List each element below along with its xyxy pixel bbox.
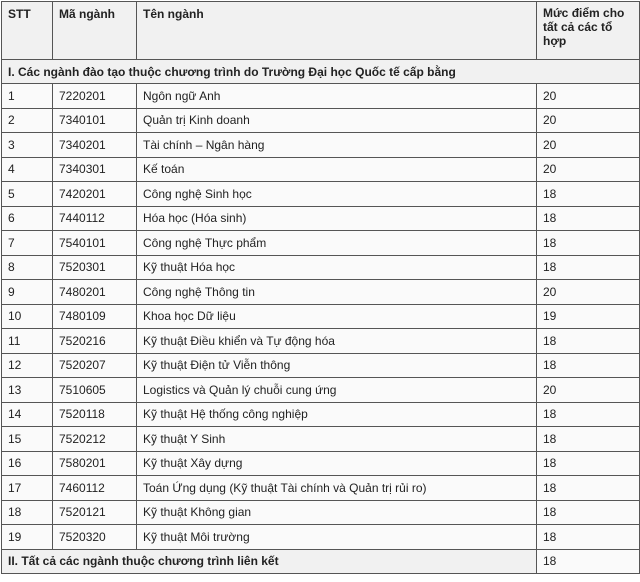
row-code: 7520212 bbox=[53, 427, 137, 452]
row-stt: 14 bbox=[2, 402, 53, 427]
row-name: Kỹ thuật Điện tử Viễn thông bbox=[137, 353, 537, 378]
row-stt: 4 bbox=[2, 157, 53, 182]
row-code: 7580201 bbox=[53, 451, 137, 476]
admission-score-table bbox=[1, 1, 640, 574]
row-name: Công nghệ Thông tin bbox=[137, 280, 537, 305]
row-stt: 10 bbox=[2, 304, 53, 329]
row-name: Khoa học Dữ liệu bbox=[137, 304, 537, 329]
row-score: 18 bbox=[537, 500, 640, 525]
header-score: Mức điểm cho tất cả các tổ hợp bbox=[537, 2, 640, 60]
row-name: Kỹ thuật Điều khiển và Tự động hóa bbox=[137, 329, 537, 354]
row-code: 7340301 bbox=[53, 157, 137, 182]
row-stt: 13 bbox=[2, 378, 53, 403]
row-stt: 12 bbox=[2, 353, 53, 378]
row-code: 7520320 bbox=[53, 525, 137, 550]
row-name: Kỹ thuật Môi trường bbox=[137, 525, 537, 550]
row-name: Tài chính – Ngân hàng bbox=[137, 133, 537, 158]
row-stt: 9 bbox=[2, 280, 53, 305]
row-code: 7340201 bbox=[53, 133, 137, 158]
row-code: 7340101 bbox=[53, 108, 137, 133]
row-stt: 16 bbox=[2, 451, 53, 476]
row-name: Toán Ứng dụng (Kỹ thuật Tài chính và Quản trị rủi ro) bbox=[137, 476, 537, 501]
row-stt: 3 bbox=[2, 133, 53, 158]
section-2-label: II. Tất cả các ngành thuộc chương trình liên kết bbox=[2, 549, 537, 573]
table-row bbox=[2, 525, 640, 550]
table-row bbox=[2, 108, 640, 133]
table-row bbox=[2, 231, 640, 256]
row-code: 7480201 bbox=[53, 280, 137, 305]
row-score: 18 bbox=[537, 451, 640, 476]
row-score: 18 bbox=[537, 329, 640, 354]
row-stt: 7 bbox=[2, 231, 53, 256]
row-name: Hóa học (Hóa sinh) bbox=[137, 206, 537, 231]
row-code: 7520301 bbox=[53, 255, 137, 280]
row-stt: 18 bbox=[2, 500, 53, 525]
row-score: 20 bbox=[537, 280, 640, 305]
row-stt: 1 bbox=[2, 84, 53, 109]
table-header-row bbox=[2, 2, 640, 60]
table-row bbox=[2, 329, 640, 354]
row-name: Kỹ thuật Xây dựng bbox=[137, 451, 537, 476]
row-score: 20 bbox=[537, 133, 640, 158]
row-score: 20 bbox=[537, 157, 640, 182]
row-name: Kỹ thuật Y Sinh bbox=[137, 427, 537, 452]
table-row bbox=[2, 182, 640, 207]
row-code: 7520121 bbox=[53, 500, 137, 525]
section-1-label: I. Các ngành đào tạo thuộc chương trình do Trường Đại học Quốc tế cấp bằng bbox=[2, 60, 640, 84]
row-name: Kế toán bbox=[137, 157, 537, 182]
row-code: 7420201 bbox=[53, 182, 137, 207]
row-code: 7480109 bbox=[53, 304, 137, 329]
row-score: 20 bbox=[537, 108, 640, 133]
row-score: 18 bbox=[537, 255, 640, 280]
row-code: 7520118 bbox=[53, 402, 137, 427]
table-row bbox=[2, 157, 640, 182]
row-stt: 2 bbox=[2, 108, 53, 133]
table-row bbox=[2, 255, 640, 280]
row-score: 18 bbox=[537, 206, 640, 231]
table-row bbox=[2, 84, 640, 109]
row-score: 19 bbox=[537, 304, 640, 329]
row-code: 7520207 bbox=[53, 353, 137, 378]
row-score: 18 bbox=[537, 476, 640, 501]
row-code: 7520216 bbox=[53, 329, 137, 354]
table-row bbox=[2, 353, 640, 378]
row-name: Kỹ thuật Hóa học bbox=[137, 255, 537, 280]
row-name: Logistics và Quản lý chuỗi cung ứng bbox=[137, 378, 537, 403]
table-row bbox=[2, 427, 640, 452]
table-row bbox=[2, 451, 640, 476]
row-name: Ngôn ngữ Anh bbox=[137, 84, 537, 109]
row-score: 18 bbox=[537, 231, 640, 256]
header-name: Tên ngành bbox=[137, 2, 537, 60]
row-code: 7440112 bbox=[53, 206, 137, 231]
row-score: 18 bbox=[537, 427, 640, 452]
row-name: Kỹ thuật Hệ thống công nghiệp bbox=[137, 402, 537, 427]
header-stt: STT bbox=[2, 2, 53, 60]
row-name: Công nghệ Sinh học bbox=[137, 182, 537, 207]
table-row bbox=[2, 402, 640, 427]
table-row bbox=[2, 133, 640, 158]
row-score: 20 bbox=[537, 84, 640, 109]
table-row bbox=[2, 280, 640, 305]
row-stt: 5 bbox=[2, 182, 53, 207]
row-score: 18 bbox=[537, 182, 640, 207]
row-name: Công nghệ Thực phẩm bbox=[137, 231, 537, 256]
row-code: 7510605 bbox=[53, 378, 137, 403]
table-row bbox=[2, 500, 640, 525]
row-name: Quản trị Kinh doanh bbox=[137, 108, 537, 133]
row-score: 20 bbox=[537, 378, 640, 403]
row-code: 7540101 bbox=[53, 231, 137, 256]
row-score: 18 bbox=[537, 402, 640, 427]
row-score: 18 bbox=[537, 525, 640, 550]
section-2-score: 18 bbox=[537, 549, 640, 573]
row-stt: 19 bbox=[2, 525, 53, 550]
header-code: Mã ngành bbox=[53, 2, 137, 60]
row-stt: 15 bbox=[2, 427, 53, 452]
row-code: 7220201 bbox=[53, 84, 137, 109]
section-2-row bbox=[2, 549, 640, 573]
row-stt: 17 bbox=[2, 476, 53, 501]
table-row bbox=[2, 304, 640, 329]
table-row bbox=[2, 476, 640, 501]
section-1-row bbox=[2, 60, 640, 84]
row-stt: 6 bbox=[2, 206, 53, 231]
row-name: Kỹ thuật Không gian bbox=[137, 500, 537, 525]
table-row bbox=[2, 378, 640, 403]
row-code: 7460112 bbox=[53, 476, 137, 501]
row-score: 18 bbox=[537, 353, 640, 378]
table-row bbox=[2, 206, 640, 231]
row-stt: 8 bbox=[2, 255, 53, 280]
row-stt: 11 bbox=[2, 329, 53, 354]
